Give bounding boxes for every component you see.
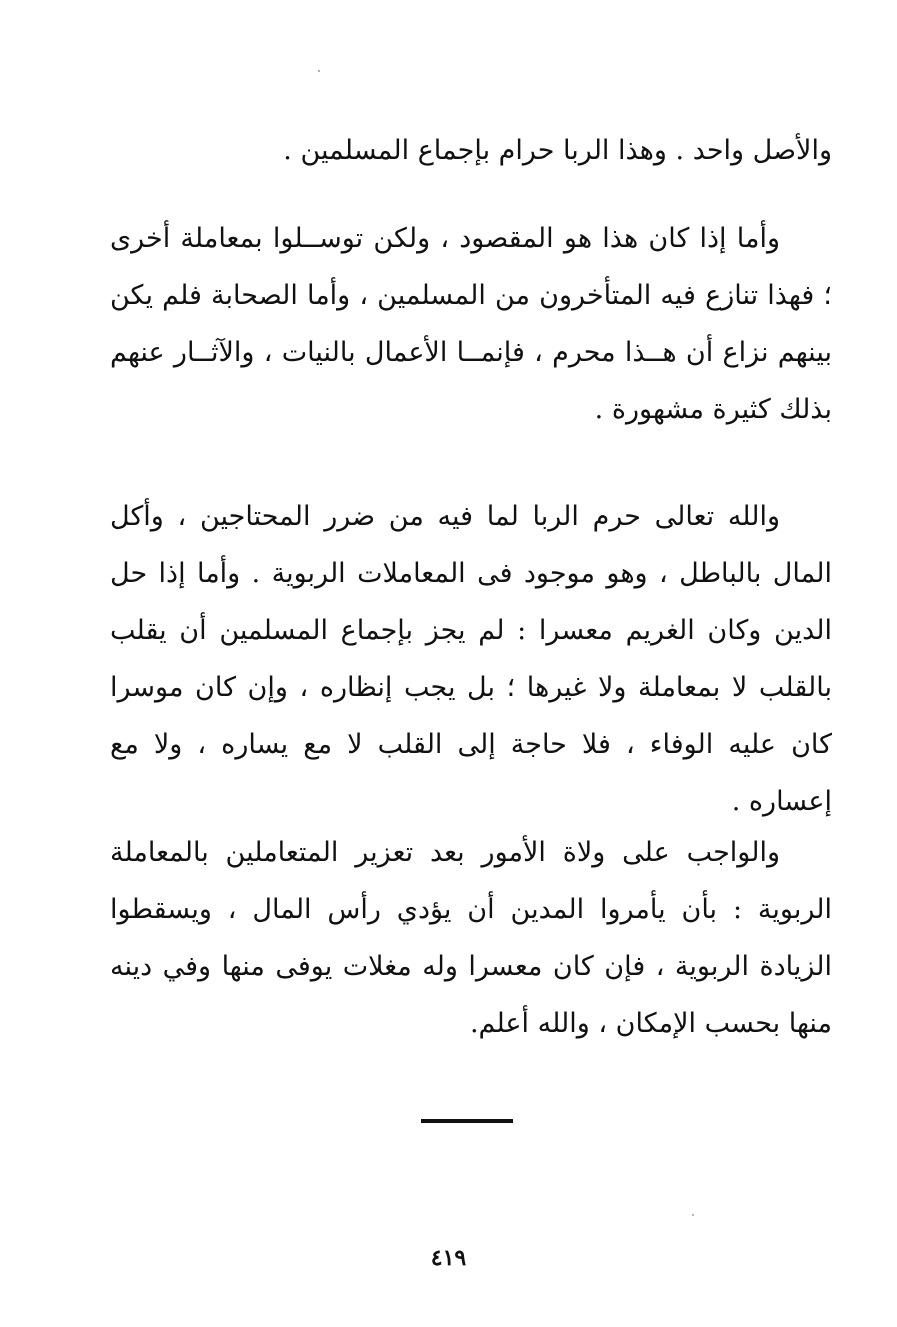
paragraph-text: والواجب على ولاة الأمور بعد تعزير المتعاملين بالمعاملة الربوية : بأن يأمروا المدين أن يؤدي رأس المال ، ويسقطوا الزيادة الربوية ، فإن كان معسرا وله مغلات يوفى منها وفي دينه منها بحسب الإمكان ، والله أعلم.	[110, 837, 832, 1039]
paragraph-4	[110, 824, 832, 1052]
section-divider	[421, 1119, 513, 1123]
paragraph-text: والله تعالى حرم الربا لما فيه من ضرر المحتاجين ، وأكل المال بالباطل ، وهو موجود فى المعاملات الربوية . وأما إذا حل الدين وكان الغريم معسرا : لم يجز بإجماع المسلمين أن يقلب بالقلب لا بمعاملة ولا غيرها ؛ بل يجب إنظاره ، وإن كان موسرا كان عليه الوفاء ، فلا حاجة إلى القلب لا مع يساره ، ولا مع إعساره .	[110, 501, 832, 817]
scan-speck	[318, 70, 320, 72]
paragraph-1	[110, 122, 832, 179]
paragraph-text: وأما إذا كان هذا هو المقصود ، ولكن توســلوا بمعاملة أخرى ؛ فهذا تنازع فيه المتأخرون من المسلمين ، وأما الصحابة فلم يكن بينهم نزاع أن هــذا محرم ، فإنمــا الأعمال بالنيات ، والآثــار عنهم بذلك كثيرة مشهورة .	[110, 223, 832, 425]
paragraph-2	[110, 210, 832, 438]
paragraph-3	[110, 488, 832, 830]
page-number: ٤١٩	[430, 1245, 467, 1271]
scan-speck	[692, 1214, 694, 1216]
paragraph-text: والأصل واحد . وهذا الربا حرام بإجماع المسلمين .	[283, 135, 832, 166]
